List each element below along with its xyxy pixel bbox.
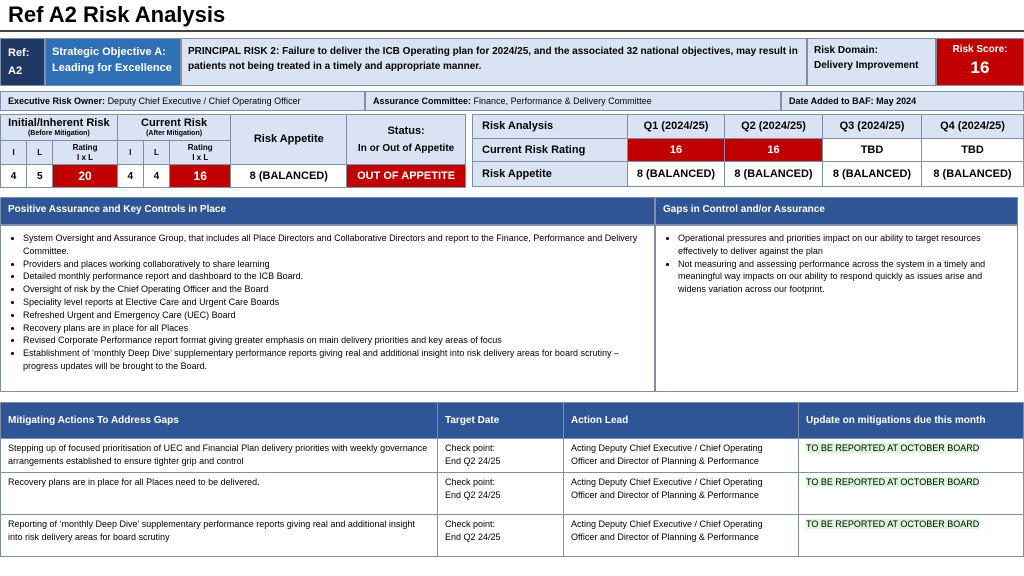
quarter-rating: TBD: [922, 139, 1024, 162]
status-header: [347, 115, 466, 165]
target-line-2: End Q2 24/25: [445, 456, 501, 466]
risk-owner: [0, 91, 365, 111]
quarter-appetite: 8 (BALANCED): [922, 162, 1024, 187]
risk-domain-label: Risk Domain:: [814, 45, 878, 56]
action-target: [438, 439, 564, 473]
ref-label: Ref:: [8, 47, 30, 59]
initial-risk-title: Initial/Inherent Risk: [8, 117, 110, 129]
gaps-list: [664, 232, 1011, 296]
initial-risk-header: [1, 115, 118, 141]
current-impact: 4: [117, 165, 143, 188]
update-status: TO BE REPORTED AT OCTOBER BOARD: [806, 519, 980, 529]
current-i-header: I: [117, 141, 143, 165]
status-header-line-1: Status:: [387, 124, 425, 137]
objective-line-2: Leading for Excellence: [52, 62, 172, 74]
controls-header: Positive Assurance and Key Controls in Place: [0, 197, 655, 225]
actions-table: [0, 402, 1024, 557]
risk-appetite-value: 8 (BALANCED): [231, 165, 347, 188]
initial-risk-subtitle: (Before Mitigation): [27, 130, 90, 137]
initial-ixl-label: I x L: [77, 152, 94, 162]
initial-rating-header: [53, 141, 117, 165]
principal-risk: PRINCIPAL RISK 2: Failure to deliver the ICB Operating plan for 2024/25, and the associated 32 national objectives, may result in patients not being treated in a timely and appropriate manner.: [181, 38, 807, 86]
current-rating-header: [170, 141, 231, 165]
quarter-appetite: 8 (BALANCED): [725, 162, 823, 187]
risk-score-value: 16: [970, 58, 990, 77]
quarter-header: Q4 (2024/25): [922, 115, 1024, 139]
assurance-committee: [365, 91, 781, 111]
initial-l-header: L: [27, 141, 53, 165]
quarter-header: Q3 (2024/25): [823, 115, 922, 139]
list-item: • Refreshed Urgent and Emergency Care (UEC) Board: [23, 309, 648, 322]
quarter-header: Q2 (2024/25): [725, 115, 823, 139]
quarter-rating: 16: [628, 139, 725, 162]
action-text: Reporting of ‘monthly Deep Dive’ supplementary performance reports giving real and additional insight into risk delivery areas for board scrutiny: [1, 515, 438, 557]
current-rating: 16: [170, 165, 231, 188]
status-value: OUT OF APPETITE: [347, 165, 466, 188]
controls-panel: [0, 225, 655, 392]
risk-appetite-label: Risk Appetite: [473, 162, 628, 187]
initial-i-header: I: [1, 141, 27, 165]
lead-line-1: Acting Deputy Chief Executive / Chief Operating: [571, 519, 763, 529]
target-line-2: End Q2 24/25: [445, 532, 501, 542]
actions-header-update: Update on mitigations due this month: [799, 403, 1024, 439]
action-lead: [564, 439, 799, 473]
action-target: [438, 473, 564, 515]
current-risk-header: [117, 115, 231, 141]
lead-line-1: Acting Deputy Chief Executive / Chief Operating: [571, 443, 763, 453]
target-line-2: End Q2 24/25: [445, 490, 501, 500]
committee-label: Assurance Committee:: [373, 96, 472, 106]
actions-header-action: Mitigating Actions To Address Gaps: [1, 403, 438, 439]
risk-analysis-table: [472, 114, 1024, 187]
quarter-appetite: 8 (BALANCED): [628, 162, 725, 187]
risk-owner-value: Deputy Chief Executive / Chief Operating Officer: [107, 96, 301, 106]
list-item: • Operational pressures and priorities impact on our ability to target resources effectively to deliver against the plan: [678, 232, 1011, 258]
lead-line-2: Officer and Director of Planning & Performance: [571, 532, 759, 542]
date-added: Date Added to BAF: May 2024: [781, 91, 1024, 111]
risk-ratings-table: [0, 114, 466, 188]
current-l-header: L: [143, 141, 169, 165]
list-item: • Oversight of risk by the Chief Operating Officer and the Board: [23, 283, 648, 296]
target-line-1: Check point:: [445, 477, 496, 487]
current-risk-subtitle: (After Mitigation): [146, 130, 203, 137]
action-text: Recovery plans are in place for all Places need to be delivered.: [1, 473, 438, 515]
list-item: • Speciality level reports at Elective Care and Urgent Care Boards: [23, 296, 648, 309]
update-status: TO BE REPORTED AT OCTOBER BOARD: [806, 477, 980, 487]
list-item: • Providers and places working collaboratively to share learning: [23, 258, 648, 271]
quarter-header: Q1 (2024/25): [628, 115, 725, 139]
quarter-appetite: 8 (BALANCED): [823, 162, 922, 187]
list-item: • Recovery plans are in place for all Places: [23, 322, 648, 335]
lead-line-1: Acting Deputy Chief Executive / Chief Operating: [571, 477, 763, 487]
lead-line-2: Officer and Director of Planning & Performance: [571, 456, 759, 466]
committee-value: Finance, Performance & Delivery Committee: [473, 96, 652, 106]
ref-value: A2: [8, 65, 23, 77]
action-lead: [564, 473, 799, 515]
gaps-panel: [655, 225, 1018, 392]
initial-likelihood: 5: [27, 165, 53, 188]
status-header-line-2: In or Out of Appetite: [357, 142, 455, 154]
current-risk-title: Current Risk: [141, 117, 208, 129]
actions-header-target: Target Date: [438, 403, 564, 439]
risk-domain: [807, 38, 936, 86]
actions-header-lead: Action Lead: [564, 403, 799, 439]
action-lead: [564, 515, 799, 557]
table-row: [1, 515, 1024, 557]
risk-score-label: Risk Score:: [952, 44, 1008, 55]
table-row: [1, 473, 1024, 515]
initial-rating: 20: [53, 165, 117, 188]
action-update: [799, 473, 1024, 515]
lead-line-2: Officer and Director of Planning & Performance: [571, 490, 759, 500]
current-rating-label: Rating: [187, 142, 213, 152]
initial-rating-label: Rating: [72, 142, 98, 152]
initial-impact: 4: [1, 165, 27, 188]
update-status: TO BE REPORTED AT OCTOBER BOARD: [806, 443, 980, 453]
controls-list: [9, 232, 648, 373]
list-item: • System Oversight and Assurance Group, that includes all Place Directors and Collaborative Directors and report to the Finance, Performance and Delivery Committee.: [23, 232, 648, 258]
action-target: [438, 515, 564, 557]
strategic-objective: [45, 38, 181, 86]
list-item: • Revised Corporate Performance report format giving greater emphasis on main delivery priorities and key areas of focus: [23, 334, 648, 347]
action-text: Stepping up of focused prioritisation of UEC and Financial Plan delivery priorities with weekly governance arrangements established to ensure tighter grip and control: [1, 439, 438, 473]
current-likelihood: 4: [143, 165, 169, 188]
objective-line-1: Strategic Objective A:: [52, 46, 166, 58]
list-item: • Establishment of ‘monthly Deep Dive’ supplementary performance reports giving real and additional insight into risk delivery areas for board scrutiny – progress updates will be brought to the Board.: [23, 347, 648, 373]
current-risk-rating-label: Current Risk Rating: [473, 139, 628, 162]
risk-owner-label: Executive Risk Owner:: [8, 96, 106, 106]
table-row: [1, 439, 1024, 473]
action-update: [799, 439, 1024, 473]
gaps-header: Gaps in Control and/or Assurance: [655, 197, 1018, 225]
page-title: Ref A2 Risk Analysis: [8, 2, 226, 27]
risk-score: [936, 38, 1024, 86]
target-line-1: Check point:: [445, 443, 496, 453]
risk-domain-value: Delivery Improvement: [814, 60, 919, 71]
risk-appetite-header: Risk Appetite: [231, 115, 347, 165]
title-divider: [0, 30, 1024, 32]
action-update: [799, 515, 1024, 557]
quarter-rating: TBD: [823, 139, 922, 162]
list-item: • Detailed monthly performance report and dashboard to the ICB Board.: [23, 270, 648, 283]
target-line-1: Check point:: [445, 519, 496, 529]
risk-analysis-header: Risk Analysis: [473, 115, 628, 139]
quarter-rating: 16: [725, 139, 823, 162]
current-ixl-label: I x L: [192, 152, 209, 162]
list-item: • Not measuring and assessing performance across the system in a timely and meaningful way impacts on our ability to respond quickly as issues arise and widens variation across our footprint.: [678, 258, 1011, 296]
ref-box: [0, 38, 45, 86]
